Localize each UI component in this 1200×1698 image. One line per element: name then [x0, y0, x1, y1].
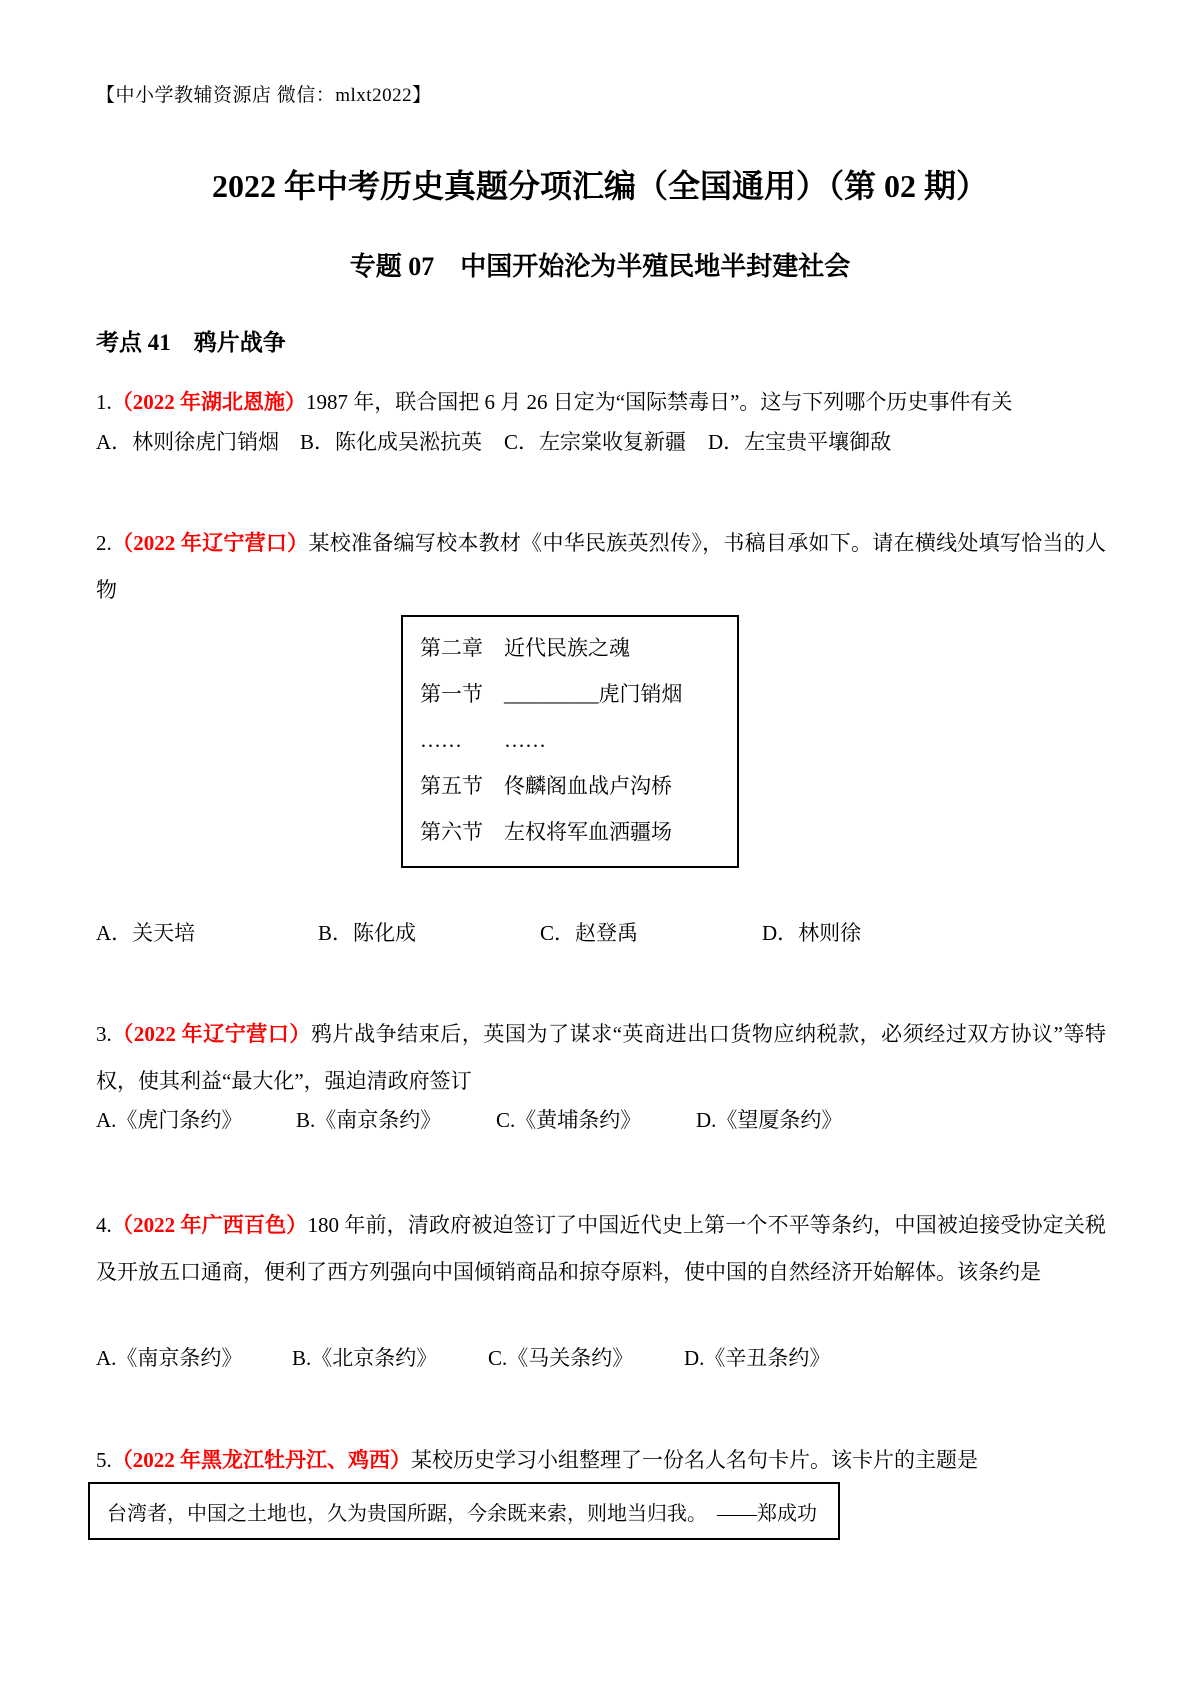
toc-line: 第二章 近代民族之魂: [420, 636, 630, 660]
question-5-number: 5.: [96, 1448, 112, 1472]
page-subtitle: 专题 07 中国开始沦为半殖民地半封建社会: [349, 252, 851, 281]
quote-card: [88, 1482, 840, 1540]
question-1-source: （2022 年湖北恩施）: [111, 390, 306, 414]
question-2-option-c: C．赵登禹: [540, 921, 639, 945]
section-heading: 考点 41 鸦片战争: [96, 330, 286, 355]
question-1-options: [96, 430, 1106, 455]
question-3-options: [96, 1108, 1106, 1133]
question-2-options: [96, 921, 1106, 946]
page-title: 2022 年中考历史真题分项汇编（全国通用）（第 02 期）: [211, 168, 988, 204]
question-4: [96, 1202, 1106, 1296]
question-4-option-d: D.《辛丑条约》: [684, 1346, 831, 1370]
question-2-option-b: B．陈化成: [318, 921, 417, 945]
store-watermark: 【中小学教辅资源店 微信：mlxt2022】: [96, 85, 432, 106]
question-1: [96, 379, 1106, 426]
quote-card-text: 台湾者，中国之土地也，久为贵国所踞，今余既来索，则地当归我。 ——郑成功: [107, 1502, 817, 1525]
question-3-source: （2022 年辽宁营口）: [111, 1022, 311, 1046]
question-3-option-d: D.《望厦条约》: [696, 1108, 843, 1132]
question-4-number: 4.: [96, 1213, 112, 1237]
question-4-option-a: A.《南京条约》: [96, 1346, 243, 1370]
question-1-option-c: C．左宗棠收复新疆: [504, 430, 687, 454]
question-3: [96, 1011, 1106, 1105]
question-3-option-c: C.《黄埔条约》: [496, 1108, 642, 1132]
toc-line: 第一节 _________虎门销烟: [420, 682, 683, 706]
question-5-stem: 某校历史学习小组整理了一份名人名句卡片。该卡片的主题是: [411, 1448, 978, 1472]
question-1-stem: 1987 年，联合国把 6 月 26 日定为“国际禁毒日”。这与下列哪个历史事件有关: [306, 390, 1013, 414]
question-4-source: （2022 年广西百色）: [111, 1213, 308, 1237]
question-4-stem: 180 年前，清政府被迫签订了中国近代史上第一个不平等条约，中国被迫接受协定关税及开放五口通商，便利了西方列强向中国倾销商品和掠夺原料，使中国的自然经济开始解体。该条约是: [96, 1213, 1106, 1284]
textbook-toc-box: [401, 615, 739, 868]
question-3-option-a: A.《虎门条约》: [96, 1108, 243, 1132]
question-4-option-c: C.《马关条约》: [488, 1346, 634, 1370]
question-2-option-a: A．关天培: [96, 921, 196, 945]
question-2-stem: 某校准备编写校本教材《中华民族英烈传》，书稿目承如下。请在横线处填写恰当的人物: [96, 531, 1107, 602]
toc-line: …… ……: [420, 728, 546, 752]
question-3-stem: 鸦片战争结束后，英国为了谋求“英商进出口货物应纳税款，必须经过双方协议”等特权，使其利益“最大化”，强迫清政府签订: [96, 1022, 1107, 1093]
question-1-number: 1.: [96, 390, 112, 414]
question-1-option-d: D．左宝贵平壤御敌: [708, 430, 892, 454]
question-2: [96, 520, 1106, 614]
question-3-option-b: B.《南京条约》: [296, 1108, 442, 1132]
question-4-option-b: B.《北京条约》: [292, 1346, 438, 1370]
question-1-option-a: A．林则徐虎门销烟: [96, 430, 280, 454]
toc-line: 第五节 佟麟阁血战卢沟桥: [420, 774, 672, 798]
question-1-option-b: B．陈化成吴淞抗英: [300, 430, 483, 454]
question-5: [96, 1437, 1106, 1484]
question-2-number: 2.: [96, 531, 112, 555]
toc-line: 第六节 左权将军血洒疆场: [420, 820, 672, 844]
question-4-options: [96, 1346, 1106, 1371]
question-5-source: （2022 年黑龙江牡丹江、鸡西）: [111, 1448, 411, 1472]
question-3-number: 3.: [96, 1022, 112, 1046]
question-2-source: （2022 年辽宁营口）: [111, 531, 309, 555]
question-2-option-d: D．林则徐: [762, 921, 862, 945]
